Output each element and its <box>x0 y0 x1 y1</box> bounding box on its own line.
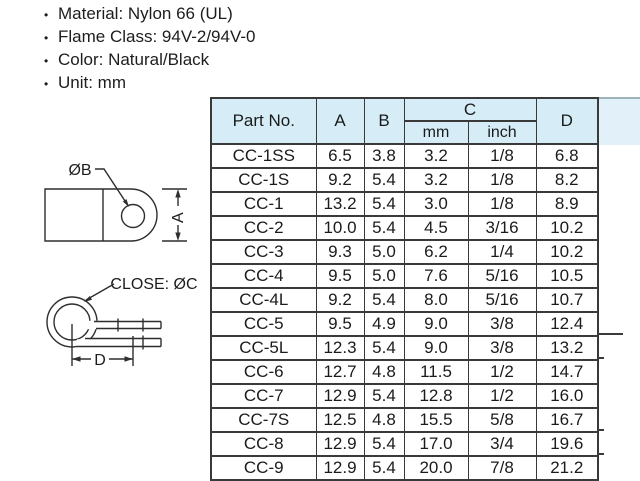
cell-part-no: CC-3 <box>211 240 316 264</box>
diagram-side-view <box>45 162 187 241</box>
cell-c-mm: 9.0 <box>404 312 468 336</box>
cell-d: 6.8 <box>536 144 598 168</box>
height-dim-label: A <box>170 212 187 223</box>
cell-d: 8.2 <box>536 168 598 192</box>
cell-d: 10.7 <box>536 288 598 312</box>
parts-dimension-table <box>210 97 599 481</box>
table-row <box>211 432 598 456</box>
spec-item-label: Flame Class: 94V-2/94V-0 <box>58 27 256 46</box>
cell-b: 5.4 <box>364 456 404 480</box>
cell-c-mm: 9.0 <box>404 336 468 360</box>
cell-a: 9.3 <box>316 240 364 264</box>
cell-b: 4.9 <box>364 312 404 336</box>
cell-part-no: CC-1 <box>211 192 316 216</box>
bullet-icon: • <box>44 8 49 22</box>
table-row <box>211 144 598 168</box>
cell-b: 3.8 <box>364 144 404 168</box>
cell-a: 9.5 <box>316 312 364 336</box>
spec-item-color <box>44 49 255 72</box>
cell-c-inch: 5/8 <box>468 408 536 432</box>
cell-a: 6.5 <box>316 144 364 168</box>
cell-part-no: CC-1S <box>211 168 316 192</box>
cell-d: 8.9 <box>536 192 598 216</box>
table-row <box>211 264 598 288</box>
diagram-profile-view <box>47 276 198 369</box>
cell-c-mm: 11.5 <box>404 360 468 384</box>
cell-c-mm: 3.2 <box>404 144 468 168</box>
cell-c-inch: 3/16 <box>468 216 536 240</box>
cell-b: 5.4 <box>364 168 404 192</box>
cell-b: 5.4 <box>364 192 404 216</box>
table-row <box>211 312 598 336</box>
bullet-icon: • <box>44 31 49 45</box>
bullet-icon: • <box>44 77 49 91</box>
spec-item-unit <box>44 72 255 95</box>
cell-c-inch: 3/4 <box>468 432 536 456</box>
cell-a: 13.2 <box>316 192 364 216</box>
cell-b: 5.4 <box>364 216 404 240</box>
cell-d: 13.2 <box>536 336 598 360</box>
cell-a: 9.2 <box>316 288 364 312</box>
col-header-c-inch: inch <box>468 121 536 144</box>
spec-item-label: Color: Natural/Black <box>58 50 210 69</box>
cell-c-inch: 1/8 <box>468 192 536 216</box>
cell-a: 12.5 <box>316 408 364 432</box>
cell-c-inch: 1/4 <box>468 240 536 264</box>
col-header-a: A <box>316 98 364 144</box>
hole-diameter-label: ØB <box>68 162 92 179</box>
cell-a: 12.9 <box>316 456 364 480</box>
col-header-c: C <box>404 98 536 121</box>
diagram-canvas <box>25 148 205 383</box>
cell-c-mm: 6.2 <box>404 240 468 264</box>
cell-d: 10.2 <box>536 216 598 240</box>
cell-d: 12.4 <box>536 312 598 336</box>
table-row <box>211 360 598 384</box>
table-row <box>211 408 598 432</box>
table-row <box>211 336 598 360</box>
width-dim-label: D <box>94 352 106 369</box>
cell-b: 5.4 <box>364 336 404 360</box>
cell-a: 9.2 <box>316 168 364 192</box>
spec-item-label: Unit: mm <box>58 73 126 92</box>
table-header <box>211 98 598 144</box>
cell-part-no: CC-1SS <box>211 144 316 168</box>
spec-list <box>44 3 255 95</box>
technical-diagrams <box>25 148 205 383</box>
table-row <box>211 384 598 408</box>
cell-a: 12.9 <box>316 384 364 408</box>
table-row <box>211 192 598 216</box>
dim-arrow-up <box>175 189 180 198</box>
table-row <box>211 240 598 264</box>
cell-part-no: CC-5L <box>211 336 316 360</box>
cell-d: 16.0 <box>536 384 598 408</box>
cell-part-no: CC-8 <box>211 432 316 456</box>
cell-b: 5.0 <box>364 240 404 264</box>
cell-c-mm: 4.5 <box>404 216 468 240</box>
dim-arrow-right <box>125 356 134 361</box>
cell-c-mm: 8.0 <box>404 288 468 312</box>
crop-artifact-line <box>597 357 604 359</box>
cell-d: 16.7 <box>536 408 598 432</box>
col-header-part-no: Part No. <box>211 98 316 144</box>
cell-b: 5.4 <box>364 384 404 408</box>
bullet-icon: • <box>44 54 49 68</box>
cell-c-inch: 3/8 <box>468 336 536 360</box>
close-diameter-label: CLOSE: ØC <box>110 276 198 293</box>
cell-c-mm: 7.6 <box>404 264 468 288</box>
cell-b: 4.8 <box>364 408 404 432</box>
crop-artifact-line <box>597 453 604 455</box>
cell-c-inch: 1/2 <box>468 384 536 408</box>
cell-c-mm: 3.0 <box>404 192 468 216</box>
table-body <box>211 144 598 480</box>
cell-d: 21.2 <box>536 456 598 480</box>
cell-part-no: CC-6 <box>211 360 316 384</box>
dim-arrow-left <box>72 356 81 361</box>
cell-d: 19.6 <box>536 432 598 456</box>
cell-d: 10.5 <box>536 264 598 288</box>
cell-c-inch: 1/8 <box>468 168 536 192</box>
cell-c-inch: 7/8 <box>468 456 536 480</box>
cell-d: 14.7 <box>536 360 598 384</box>
cell-b: 5.4 <box>364 288 404 312</box>
mounting-hole <box>122 205 145 228</box>
cell-part-no: CC-7 <box>211 384 316 408</box>
table-row <box>211 288 598 312</box>
cell-c-mm: 3.2 <box>404 168 468 192</box>
cell-c-inch: 5/16 <box>468 264 536 288</box>
col-header-b: B <box>364 98 404 144</box>
cell-part-no: CC-7S <box>211 408 316 432</box>
table-row <box>211 168 598 192</box>
cropped-adjacent-column <box>599 97 640 145</box>
cell-a: 12.7 <box>316 360 364 384</box>
cell-b: 5.0 <box>364 264 404 288</box>
cell-a: 10.0 <box>316 216 364 240</box>
col-header-c-mm: mm <box>404 121 468 144</box>
cell-c-mm: 20.0 <box>404 456 468 480</box>
cell-c-inch: 1/2 <box>468 360 536 384</box>
cell-b: 4.8 <box>364 360 404 384</box>
spec-item-material <box>44 3 255 26</box>
cell-c-inch: 3/8 <box>468 312 536 336</box>
cell-d: 10.2 <box>536 240 598 264</box>
cell-c-inch: 1/8 <box>468 144 536 168</box>
cell-c-inch: 5/16 <box>468 288 536 312</box>
dim-arrow-down <box>175 233 180 242</box>
cell-part-no: CC-5 <box>211 312 316 336</box>
cell-b: 5.4 <box>364 432 404 456</box>
crop-artifact-line <box>597 429 604 431</box>
spec-item-label: Material: Nylon 66 (UL) <box>58 4 233 23</box>
cell-a: 12.9 <box>316 432 364 456</box>
crop-artifact-line <box>597 333 623 335</box>
table-row <box>211 456 598 480</box>
cell-c-mm: 17.0 <box>404 432 468 456</box>
cell-part-no: CC-4L <box>211 288 316 312</box>
cell-part-no: CC-4 <box>211 264 316 288</box>
cell-part-no: CC-9 <box>211 456 316 480</box>
cell-c-mm: 12.8 <box>404 384 468 408</box>
spec-item-flame-class <box>44 26 255 49</box>
col-header-d: D <box>536 98 598 144</box>
cell-c-mm: 15.5 <box>404 408 468 432</box>
cell-a: 9.5 <box>316 264 364 288</box>
cell-a: 12.3 <box>316 336 364 360</box>
table-row <box>211 216 598 240</box>
cell-part-no: CC-2 <box>211 216 316 240</box>
